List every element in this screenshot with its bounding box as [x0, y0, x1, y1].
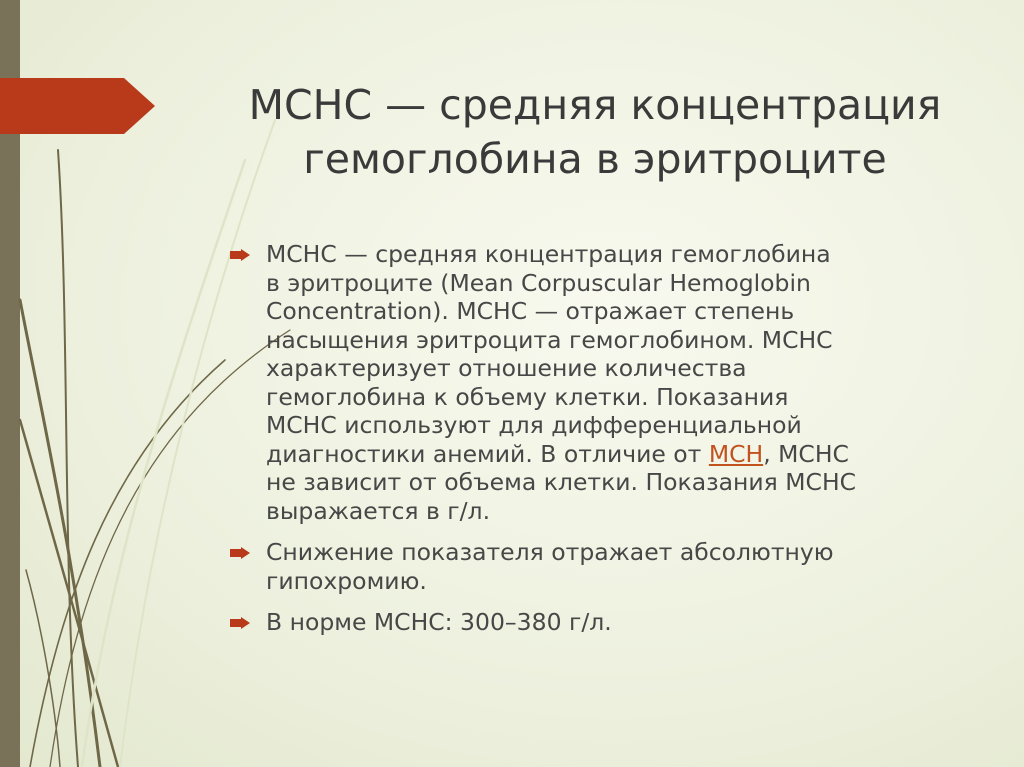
- arrow-bullet-icon: [230, 547, 250, 559]
- title-accent-arrow: [0, 78, 155, 134]
- bullet-item-definition: [228, 240, 968, 525]
- bullet-text-line: гипохромию.: [266, 566, 427, 595]
- bullet-text-fragment: , МСНС: [763, 439, 849, 468]
- bullet-text-fragment: диагностики анемий. В отличие от: [266, 439, 709, 468]
- bullet-text-line: не зависит от объема клетки. Показания МСНС: [266, 468, 857, 496]
- bullet-text-line: в эритроците (Mean Corpuscular Hemoglobin: [266, 268, 811, 297]
- slide-title-line-2: гемоглобина в эритроците: [303, 135, 887, 183]
- bullet-text-line-with-link: [266, 440, 968, 469]
- bullet-item-reduction: [228, 538, 968, 595]
- slide-title-line-1: МСНС — средняя концентрация: [248, 81, 942, 129]
- bullet-text-line: насыщения эритроцита гемоглобином. МСНС: [266, 325, 833, 354]
- arrow-bullet-icon: [230, 617, 250, 629]
- bullet-text-line: Concentration). МСНС — отражает степень: [266, 297, 795, 325]
- bullet-text-line: МСНС — средняя концентрация гемоглобина: [266, 240, 831, 268]
- bullet-text-line: Снижение показателя отражает абсолютную: [266, 538, 834, 566]
- bullet-text-line: В норме МСНС: 300–380 г/л.: [266, 608, 612, 636]
- bullet-text-line: выражается в г/л.: [266, 496, 491, 525]
- bullet-list: [228, 240, 968, 650]
- bullet-text-line: гемоглобина к объему клетки. Показания: [266, 382, 789, 411]
- bullet-item-normal-range: [228, 608, 968, 637]
- bullet-text-line: характеризует отношение количества: [266, 354, 747, 382]
- arrow-bullet-icon: [230, 249, 250, 261]
- slide-title: [205, 78, 985, 186]
- mch-link[interactable]: МСН: [708, 439, 764, 468]
- bullet-text-line: МСНС используют для дифференциальной: [266, 411, 802, 439]
